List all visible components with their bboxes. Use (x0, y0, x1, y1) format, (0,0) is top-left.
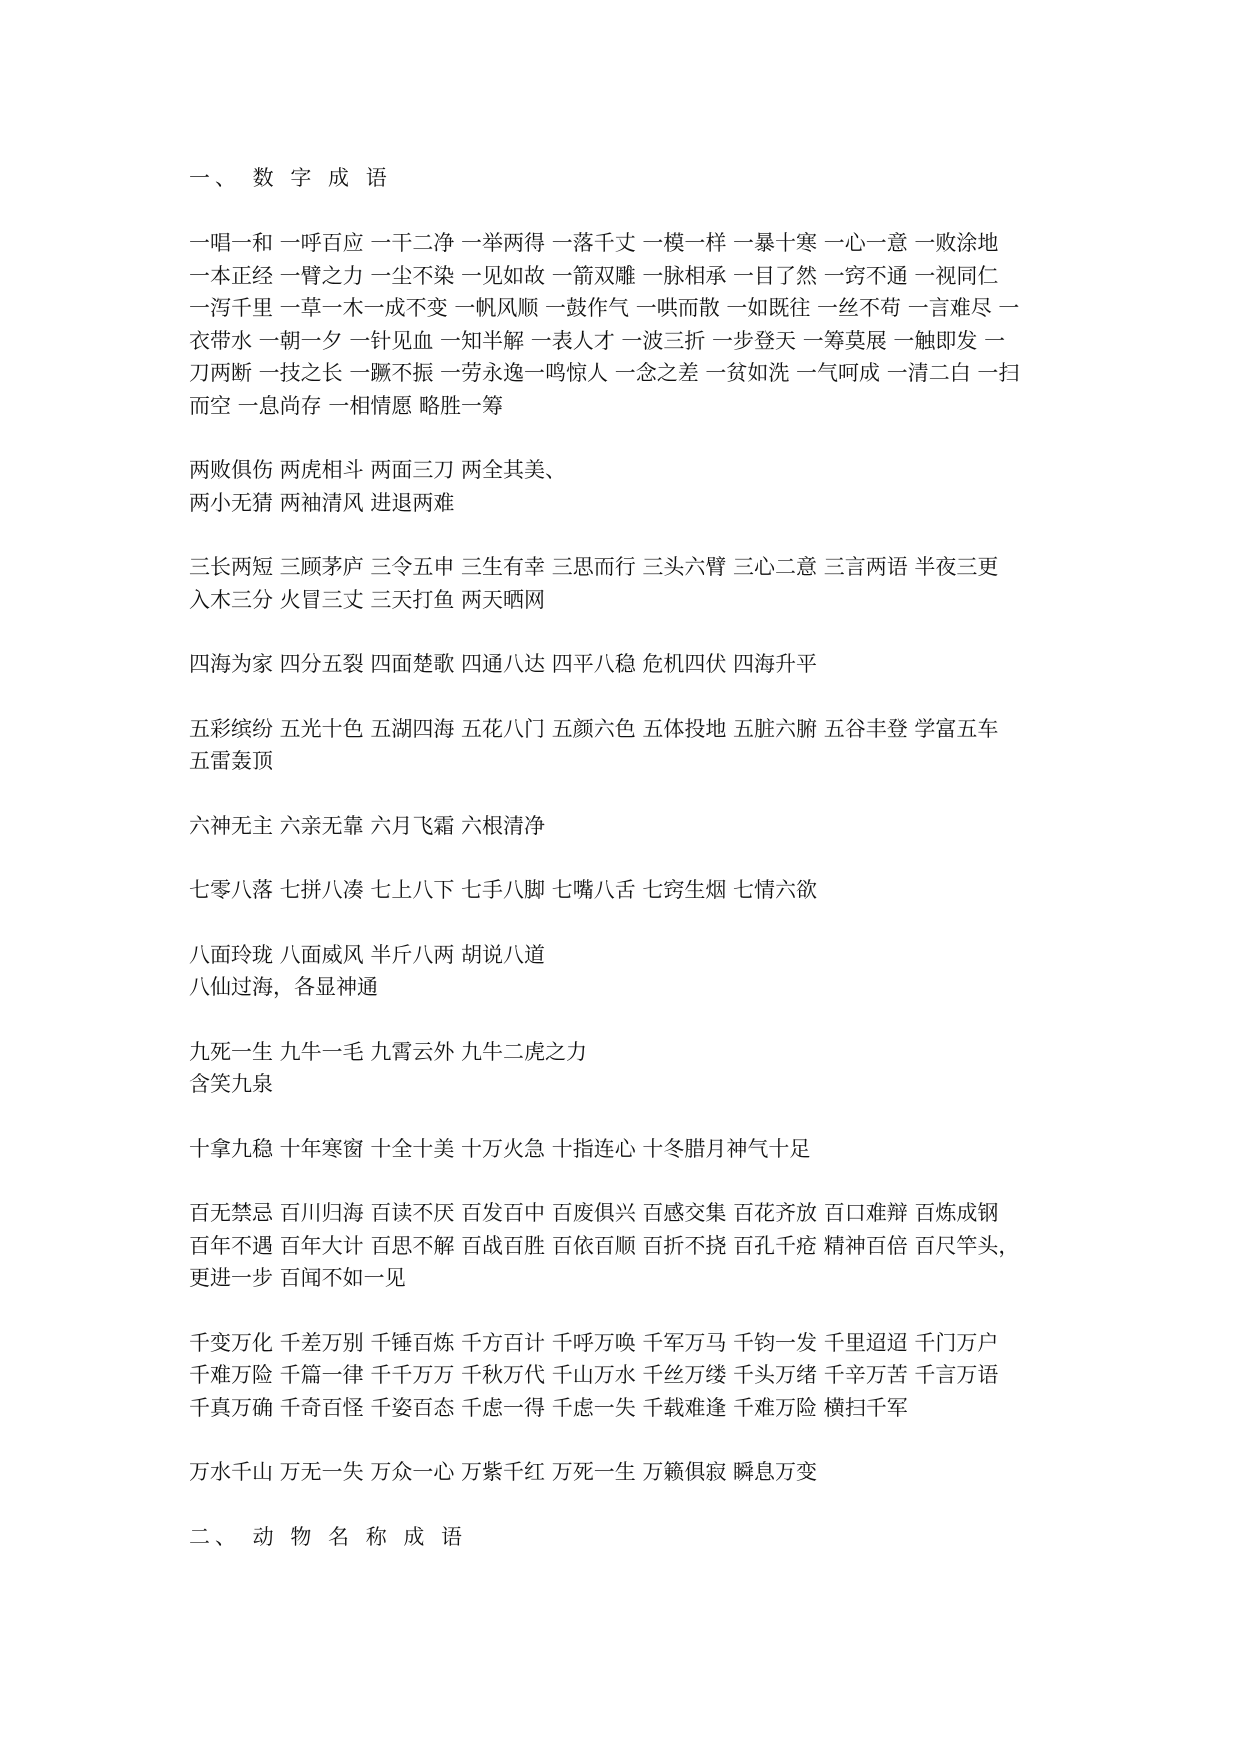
document-page (189, 162, 1069, 1553)
idiom-line: 千真万确 千奇百怪 千姿百态 千虑一得 千虑一失 千载难逢 千难万险 横扫千军 (189, 1395, 908, 1420)
idiom-group (189, 939, 1069, 1004)
idiom-line: 含笑九泉 (189, 1072, 273, 1096)
idiom-line: 九死一生 九牛一毛 九霄云外 九牛二虎之力 (189, 1039, 588, 1064)
idiom-line: 一泻千里 一草一木一成不变 一帆风顺 一鼓作气 一哄而散 一如既往 一丝不苟 一言难尽 一 (189, 296, 1020, 320)
idiom-line: 六神无主 六亲无靠 六月飞霜 六根清净 (189, 813, 546, 838)
idiom-group (189, 551, 1069, 616)
idiom-line: 更进一步 百闻不如一见 (189, 1266, 406, 1290)
idiom-line: 十拿九稳 十年寒窗 十全十美 十万火急 十指连心 十冬腊月神气十足 (189, 1136, 811, 1161)
idiom-group (189, 227, 1069, 422)
idiom-group (189, 1327, 1069, 1425)
idiom-line: 百无禁忌 百川归海 百读不厌 百发百中 百废俱兴 百感交集 百花齐放 百口难辩 百炼成钢 (189, 1201, 999, 1225)
idiom-line: 而空 一息尚存 一相情愿 略胜一筹 (189, 393, 504, 418)
idiom-line: 五彩缤纷 五光十色 五湖四海 五花八门 五颜六色 五体投地 五脏六腑 五谷丰登 学富五车 (189, 716, 999, 741)
idiom-group (189, 1456, 1069, 1489)
idiom-line: 四海为家 四分五裂 四面楚歌 四通八达 四平八稳 危机四伏 四海升平 (189, 652, 818, 676)
idiom-line: 衣带水 一朝一夕 一针见血 一知半解 一表人才 一波三折 一步登天 一筹莫展 一触即发 一 (189, 328, 1006, 353)
idiom-line: 万水千山 万无一失 万众一心 万紫千红 万死一生 万籁俱寂 瞬息万变 (189, 1460, 818, 1484)
idiom-line: 八仙过海，各显神通 (189, 975, 378, 999)
idiom-line: 刀两断 一技之长 一蹶不振 一劳永逸一鸣惊人 一念之差 一贫如洗 一气呵成 一清二白 一扫 (189, 361, 1020, 385)
idiom-line: 七零八落 七拼八凑 七上八下 七手八脚 七嘴八舌 七窍生烟 七情六欲 (189, 878, 818, 902)
idiom-group (189, 713, 1069, 778)
idiom-group (189, 648, 1069, 681)
idiom-group (189, 1036, 1069, 1101)
idiom-groups (189, 227, 1069, 1521)
idiom-group (189, 1197, 1069, 1295)
idiom-line: 入木三分 火冒三丈 三天打鱼 两天晒网 (189, 587, 546, 612)
idiom-line: 千难万险 千篇一律 千千万万 千秋万代 千山万水 千丝万缕 千头万绪 千辛万苦 千言万语 (189, 1363, 999, 1387)
idiom-line: 千变万化 千差万别 千锤百炼 千方百计 千呼万唤 千军万马 千钧一发 千里迢迢 千门万户 (189, 1330, 999, 1355)
idiom-line: 两小无猜 两袖清风 进退两难 (189, 490, 455, 515)
idiom-group (189, 810, 1069, 843)
section-heading-animal-idioms: 二、 动 物 名 称 成 语 (189, 1524, 468, 1549)
idiom-line: 五雷轰顶 (189, 749, 273, 773)
idiom-line: 一本正经 一臂之力 一尘不染 一见如故 一箭双雕 一脉相承 一目了然 一窍不通 一视同仁 (189, 263, 999, 288)
idiom-line: 一唱一和 一呼百应 一干二净 一举两得 一落千丈 一模一样 一暴十寒 一心一意 一败涂地 (189, 231, 999, 255)
idiom-line: 两败俱伤 两虎相斗 两面三刀 两全其美、 (189, 458, 567, 482)
idiom-group (189, 454, 1069, 519)
section-heading-number-idioms: 一、 数 字 成 语 (189, 166, 392, 190)
idiom-group (189, 874, 1069, 907)
idiom-line: 三长两短 三顾茅庐 三令五申 三生有幸 三思而行 三头六臂 三心二意 三言两语 半夜三更 (189, 555, 999, 579)
idiom-line: 百年不遇 百年大计 百思不解 百战百胜 百依百顺 百折不挠 百孔千疮 精神百倍 百尺竿头， (189, 1233, 1020, 1258)
idiom-group (189, 1133, 1069, 1166)
idiom-line: 八面玲珑 八面威风 半斤八两 胡说八道 (189, 942, 546, 967)
